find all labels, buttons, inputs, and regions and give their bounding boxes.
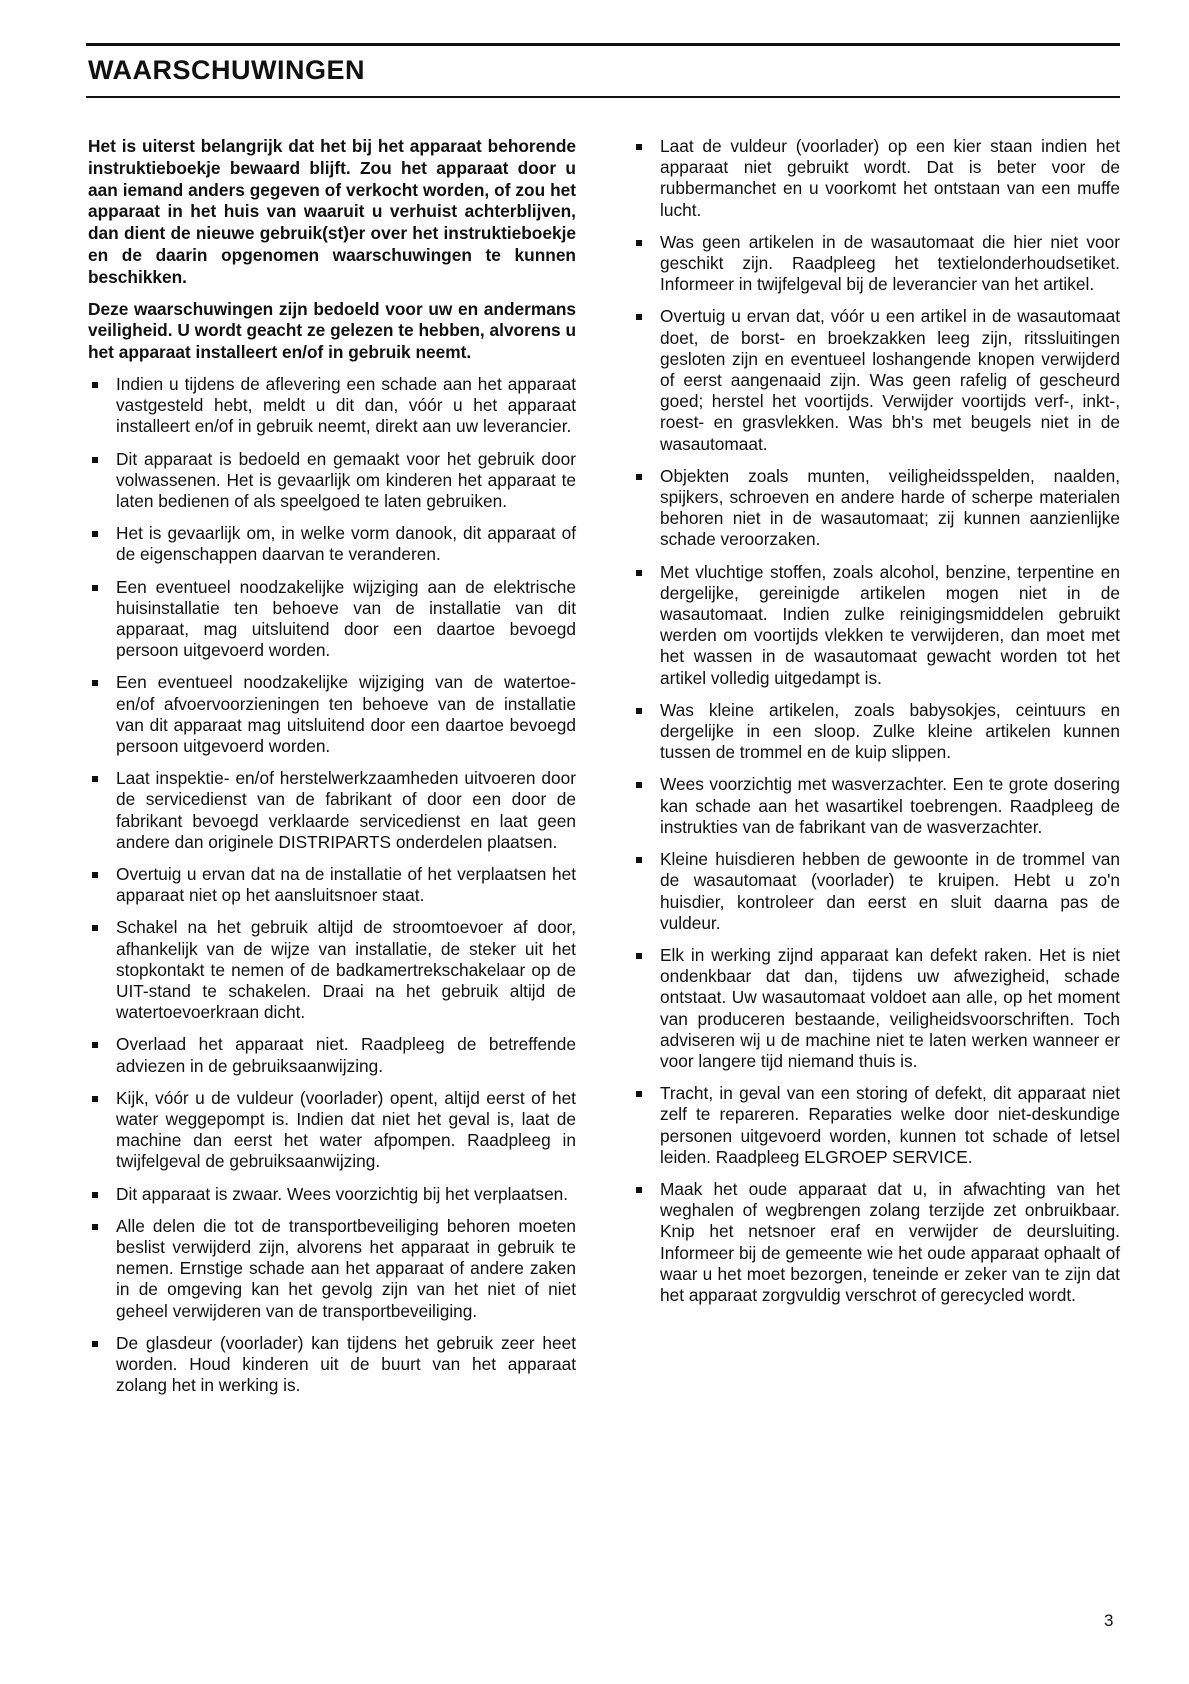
warning-text: Elk in werking zijnd apparaat kan defekt raken. Het is niet ondenkbaar dat dan, tijdens uw afwezigheid, schade ontstaat. Uw wasautomaat voldoet aan alle, op het moment van produceren bestaande, veiligheidsvoorschriften. Toch adviseren wij u de machine niet te laten werken wanneer er voor langere tijd niemand thuis is.: [660, 944, 1120, 1071]
bullet-icon: [92, 1096, 98, 1102]
warning-text: Indien u tijdens de aflevering een schade aan het apparaat vastgesteld hebt, meldt u dit dan, vóór u het apparaat installeert en/of in gebruik neemt, direkt aan uw leverancier.: [116, 373, 576, 437]
warning-item: [88, 374, 576, 438]
warning-item: [88, 768, 576, 853]
bullet-icon: [92, 585, 98, 591]
left-column: [88, 136, 576, 1408]
bullet-icon: [92, 457, 98, 463]
warning-text: Kleine huisdieren hebben de gewoonte in de trommel van de wasautomaat (voorlader) te kruipen. Hebt u zo'n huisdier, kontroleer dan eerst en sluit daarna pas de vuldeur.: [660, 849, 1120, 933]
warning-text: Een eventueel noodzakelijke wijziging van de watertoe- en/of afvoervoorzieningen ten behoeve van de installatie van dit apparaat mag uitsluitend door een daartoe bevoegd persoon uitgevoerd worden.: [116, 672, 576, 757]
bullet-icon: [92, 1192, 98, 1198]
warning-text: Wees voorzichtig met wasverzachter. Een te grote dosering kan schade aan het wasartikel toebrengen. Raadpleeg de instrukties van de fabrikant van de wasverzachter.: [660, 774, 1120, 837]
warning-text: Dit apparaat is bedoeld en gemaakt voor het gebruik door volwassenen. Het is gevaarlijk om kinderen het apparaat te laten bedienen of als speelgoed te laten gebruiken.: [116, 448, 576, 511]
warning-item: [88, 1184, 576, 1205]
bullet-icon: [636, 1187, 642, 1193]
warning-item: [88, 917, 576, 1023]
warning-text: Was geen artikelen in de wasautomaat die hier niet voor geschikt zijn. Raadpleeg het textielonderhoudsetiket. Informeer in twijfelgeval bij de leverancier van het artikel.: [660, 231, 1120, 295]
bullet-icon: [92, 680, 98, 686]
bullet-icon: [92, 776, 98, 782]
bullet-icon: [92, 531, 98, 537]
warning-item: [632, 136, 1120, 221]
bullet-icon: [92, 1042, 98, 1048]
warning-text: Overlaad het apparaat niet. Raadpleeg de betreffende adviezen in de gebruiksaanwijzing.: [116, 1034, 576, 1076]
warning-item: [632, 849, 1120, 934]
warning-item: [88, 1216, 576, 1322]
warning-item: [632, 1179, 1120, 1306]
warning-item: [632, 774, 1120, 838]
warning-item: [632, 945, 1120, 1072]
bullet-icon: [636, 144, 642, 150]
title-underline: [86, 96, 1120, 98]
top-rule: [86, 43, 1120, 46]
warning-text: Met vluchtige stoffen, zoals alcohol, benzine, terpentine en dergelijke, gereinigde artikelen mogen niet in de wasautomaat. Indien zulke reinigingsmiddelen gebruikt werden om voortijds vlekken te verwijderen, dan moet met het wassen in de wasautomaat gewacht worden tot het artikel volledig uitgedampt is.: [660, 561, 1120, 688]
warning-item: [88, 449, 576, 513]
bullet-icon: [636, 953, 642, 959]
warning-text: Overtuig u ervan dat, vóór u een artikel in de wasautomaat doet, de borst- en broekzakken leeg zijn, ritssluitingen gesloten zijn en eventueel loshangende knopen verwijderd of eerst aangenaaid zijn. Was geen rafelig of gescheurd goed; herstel het voortijds. Verwijder voortijds verf-, inkt-, roest- en grasvlekken. Was bh's met beugels niet in de wasautomaat.: [660, 306, 1120, 454]
left-warning-list: [88, 374, 576, 1397]
warning-item: [632, 306, 1120, 454]
bullet-icon: [636, 708, 642, 714]
warning-text: Tracht, in geval van een storing of defekt, dit apparaat niet zelf te repareren. Reparaties welke door niet-deskundige personen uitgevoerd worden, kunnen tot schade of letsel leiden. Raadpleeg ELGROEP SERVICE.: [660, 1083, 1120, 1167]
warning-item: [88, 1088, 576, 1173]
right-warning-list: [632, 136, 1120, 1306]
bullet-icon: [636, 570, 642, 576]
intro-paragraph-1: Het is uiterst belangrijk dat het bij het apparaat behorende instruktieboekje bewaard blijft. Zou het apparaat door u aan iemand anders gegeven of verkocht worden, of zou het apparaat in het huis van waaruit u verhuist achterblijven, dan dient de nieuwe gebruik(st)er over het instruktieboekje en de daarin opgenomen waarschuwingen te kunnen beschikken.: [88, 136, 576, 287]
page-title: WAARSCHUWINGEN: [88, 55, 365, 85]
bullet-icon: [636, 240, 642, 246]
page-number: 3: [1104, 1611, 1114, 1630]
bullet-icon: [636, 857, 642, 863]
warning-text: Alle delen die tot de transportbeveiliging behoren moeten beslist verwijderd zijn, alvorens het apparaat in gebruik te nemen. Ernstige schade aan het apparaat of andere zaken in de omgeving kan het gevolg zijn van het niet of niet geheel verwijderen van de transportbeveiliging.: [116, 1215, 576, 1321]
bullet-icon: [636, 474, 642, 480]
warning-item: [632, 232, 1120, 296]
warning-item: [88, 672, 576, 757]
bullet-icon: [636, 1091, 642, 1097]
warning-text: Maak het oude apparaat dat u, in afwachting van het weghalen of wegbrengen zolang terzijde zet onbruikbaar. Knip het netsnoer eraf en verwijder de deursluiting. Informeer bij de gemeente wie het oude apparaat ophaalt of waar u het moet bezorgen, teneinde er zeker van te zijn dat het apparaat zorgvuldig verschrot of gerecycled wordt.: [660, 1178, 1120, 1305]
warning-item: [88, 1034, 576, 1076]
warning-text: Dit apparaat is zwaar. Wees voorzichtig bij het verplaatsen.: [116, 1183, 569, 1204]
warning-item: [88, 523, 576, 565]
warning-text: Overtuig u ervan dat na de installatie of het verplaatsen het apparaat niet op het aansluitsnoer staat.: [116, 864, 576, 906]
warning-item: [88, 577, 576, 662]
warning-text: Was kleine artikelen, zoals babysokjes, ceintuurs en dergelijke in een sloop. Zulke kleine artikelen kunnen tussen de trommel en de kuip slippen.: [660, 699, 1120, 763]
warning-text: De glasdeur (voorlader) kan tijdens het gebruik zeer heet worden. Houd kinderen uit de buurt van het apparaat zolang het in werking is.: [116, 1332, 576, 1396]
warning-text: Laat inspektie- en/of herstelwerkzaamheden uitvoeren door de servicedienst van de fabrikant of door een door de fabrikant bevoegd verklaarde servicedienst en laat geen andere dan originele DISTRIPARTS onderdelen plaatsen.: [116, 768, 576, 852]
warning-item: [88, 1333, 576, 1397]
bullet-icon: [92, 1224, 98, 1230]
warning-item: [632, 1083, 1120, 1168]
bullet-icon: [92, 925, 98, 931]
warning-item: [88, 864, 576, 906]
warning-text: Objekten zoals munten, veiligheidsspelden, naalden, spijkers, schroeven en andere harde of scherpe materialen behoren niet in de wasautomaat; zij kunnen aanzienlijke schade veroorzaken.: [660, 465, 1120, 550]
warning-item: [632, 700, 1120, 764]
warning-text: Schakel na het gebruik altijd de stroomtoevoer af door, afhankelijk van de wijze van installatie, de steker uit het stopkontakt te nemen of de badkamertrekschakelaar op de UIT-stand te schakelen. Draai na het gebruik altijd de watertoevoerkraan dicht.: [116, 917, 576, 1023]
warning-text: Het is gevaarlijk om, in welke vorm danook, dit apparaat of de eigenschappen daarvan te veranderen.: [116, 523, 576, 565]
warning-text: Een eventueel noodzakelijke wijziging aan de elektrische huisinstallatie ten behoeve van de installatie van dit apparaat, mag uitsluitend door een daartoe bevoegd persoon uitgevoerd worden.: [116, 576, 576, 661]
warning-text: Kijk, vóór u de vuldeur (voorlader) opent, altijd eerst of het water weggepompt is. Indien dat niet het geval is, laat de machine dan eerst het water afpompen. Raadpleeg in twijfelgeval de gebruiksaanwijzing.: [116, 1087, 576, 1172]
right-column: [632, 136, 1120, 1317]
bullet-icon: [92, 382, 98, 388]
bullet-icon: [636, 782, 642, 788]
warning-item: [632, 466, 1120, 551]
warning-text: Laat de vuldeur (voorlader) op een kier staan indien het apparaat niet gebruikt wordt. Dat is beter voor de rubbermanchet en u voorkomt het ontstaan van een muffe lucht.: [660, 136, 1120, 220]
bullet-icon: [92, 872, 98, 878]
bullet-icon: [636, 314, 642, 320]
warning-item: [632, 562, 1120, 689]
intro-paragraph-2: Deze waarschuwingen zijn bedoeld voor uw en andermans veiligheid. U wordt geacht ze gelezen te hebben, alvorens u het apparaat installeert en/of in gebruik neemt.: [88, 298, 576, 363]
bullet-icon: [92, 1341, 98, 1347]
